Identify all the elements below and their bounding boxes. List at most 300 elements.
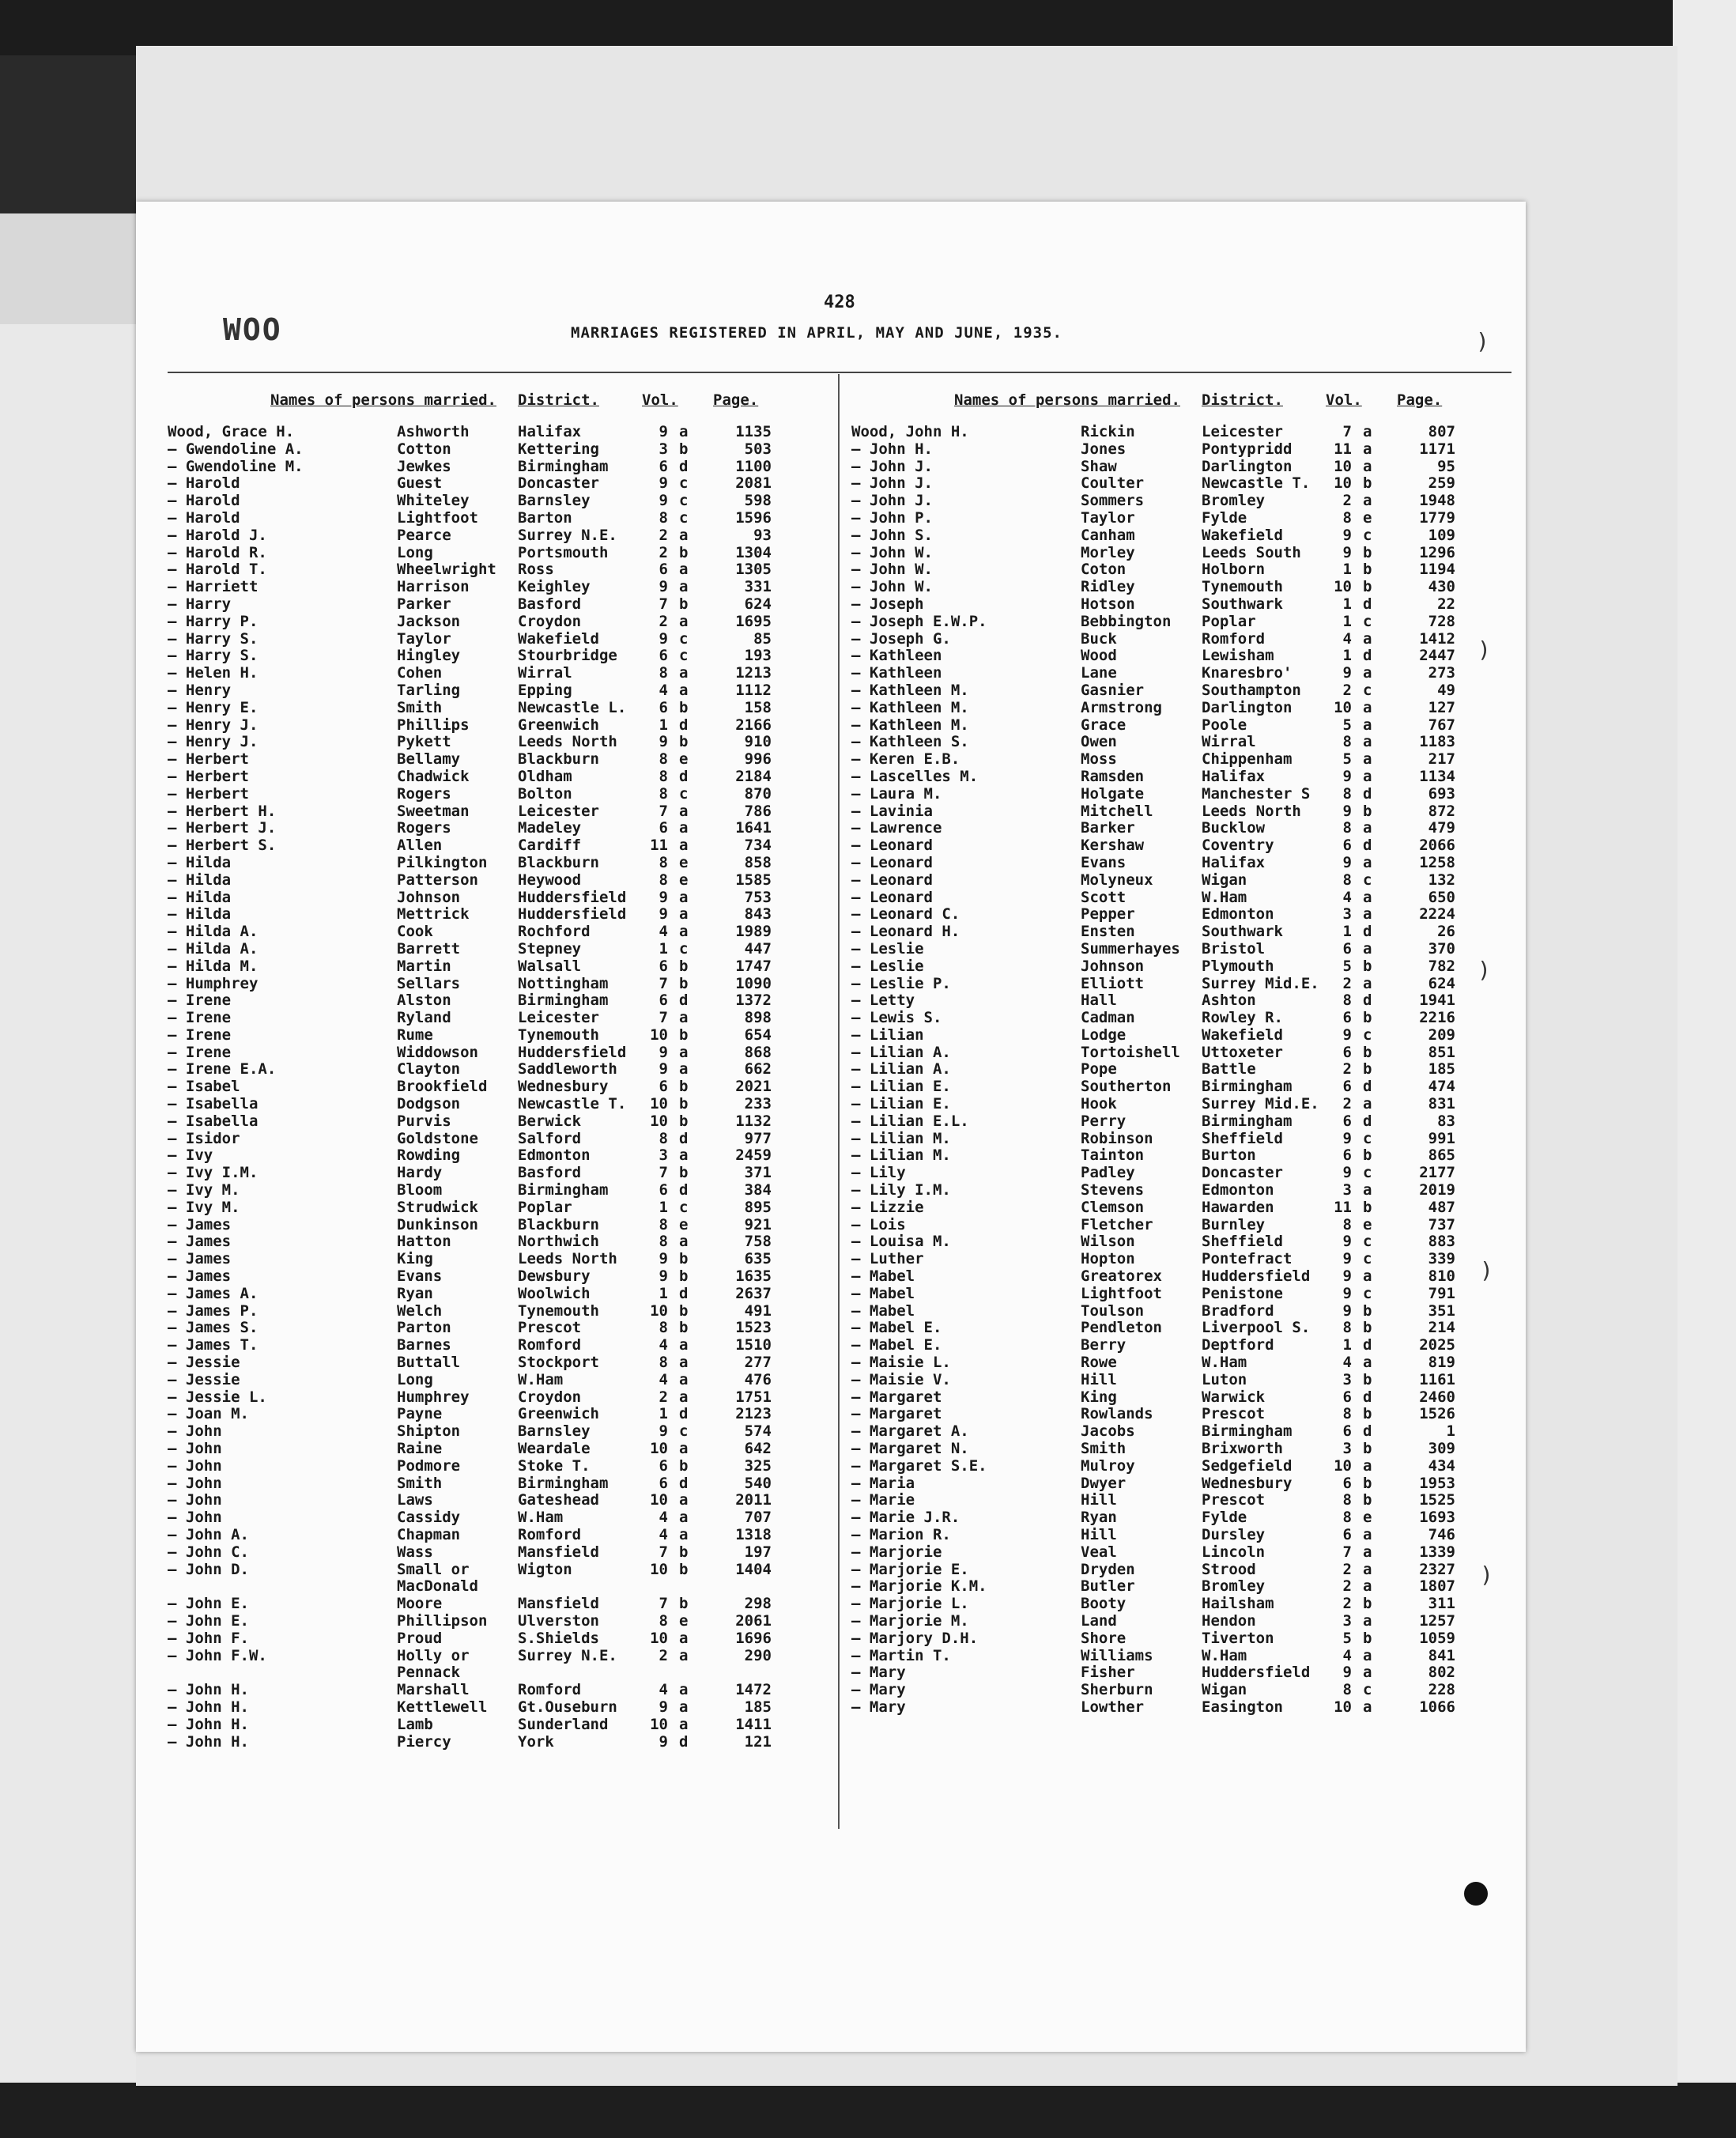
entry-district: Croydon — [518, 612, 582, 630]
entry-district: Birmingham — [1202, 1422, 1293, 1441]
entry-district: W.Ham — [1202, 1354, 1247, 1372]
entry-district: Bradford — [1202, 1301, 1274, 1320]
header-names: Names of persons married. — [954, 391, 1180, 409]
entry-spouse-surname: Alston — [397, 992, 451, 1010]
entry-spouse-surname: Molyneux — [1081, 871, 1153, 889]
entry-volume: 1 — [1342, 923, 1352, 941]
entry-district: Halifax — [1202, 767, 1266, 785]
entry-spouse-surname: Ryan — [1081, 1509, 1117, 1527]
entry-volume-letter: a — [1363, 1664, 1372, 1682]
entry-page: 650 — [1428, 888, 1455, 906]
entry-first-names: — Leonard — [851, 837, 933, 855]
entry-page: 351 — [1428, 1301, 1455, 1320]
entry-first-names: — Luther — [851, 1250, 924, 1268]
entry-volume: 9 — [659, 1060, 668, 1078]
entry-spouse-surname: Long — [397, 1370, 433, 1388]
entry-district: Oldham — [518, 767, 572, 785]
entry-first-names: — Harry P. — [168, 612, 259, 630]
entry-volume: 6 — [659, 957, 668, 975]
entry-first-names: — John — [168, 1491, 222, 1509]
entry-volume-letter: c — [679, 1198, 689, 1216]
entry-volume: 9 — [1342, 1284, 1352, 1302]
entry-district: Liverpool S. — [1202, 1319, 1311, 1337]
entry-volume-letter: d — [679, 457, 689, 475]
entry-volume-letter: a — [679, 1715, 689, 1733]
entry-page: 2019 — [1419, 1181, 1455, 1199]
entry-spouse-surname: Hill — [1081, 1491, 1117, 1509]
page-heading: MARRIAGES REGISTERED IN APRIL, MAY AND JUNE, 1935. — [571, 324, 1062, 342]
entry-volume: 6 — [1342, 837, 1352, 855]
entry-volume: 8 — [1342, 992, 1352, 1010]
entry-district: Wigton — [518, 1560, 572, 1578]
entry-spouse-surname: Perry — [1081, 1112, 1127, 1130]
entry-volume: 9 — [659, 733, 668, 751]
entry-volume: 4 — [659, 1509, 668, 1527]
entry-first-names: — John E. — [168, 1611, 249, 1630]
entry-volume: 8 — [1342, 1509, 1352, 1527]
entry-volume: 4 — [659, 1526, 668, 1543]
entry-district: Gateshead — [518, 1491, 599, 1509]
entry-page: 214 — [1428, 1319, 1455, 1337]
entry-volume-letter: a — [1363, 423, 1372, 440]
entry-spouse-surname: Dwyer — [1081, 1474, 1127, 1492]
entry-page: 503 — [744, 440, 772, 458]
entry-district: Wednesbury — [518, 1078, 609, 1096]
entry-volume-letter: d — [1363, 1078, 1372, 1096]
entry-page: 1194 — [1419, 561, 1455, 579]
entry-volume: 8 — [659, 784, 668, 803]
entry-page: 898 — [744, 1009, 772, 1027]
entry-volume: 10 — [1334, 457, 1352, 475]
entry-spouse-surname: Pendleton — [1081, 1319, 1162, 1337]
entry-volume-letter: c — [1363, 1250, 1372, 1268]
entry-volume: 2 — [659, 1388, 668, 1406]
entry-spouse-surname: Evans — [1081, 853, 1127, 871]
entry-first-names: — Harold — [168, 474, 240, 493]
entry-page: 277 — [744, 1354, 772, 1372]
entry-spouse-surname: Brookfield — [397, 1078, 488, 1096]
entry-spouse-surname: Smith — [1081, 1440, 1127, 1458]
entry-district: Southampton — [1202, 681, 1301, 699]
entry-volume-letter: b — [1363, 1198, 1372, 1216]
entry-volume: 8 — [1342, 1491, 1352, 1509]
entry-district: Greenwich — [518, 716, 599, 734]
entry-volume-letter: b — [679, 698, 689, 716]
entry-first-names: — Keren E.B. — [851, 750, 960, 769]
entry-first-names: — Marie J.R. — [851, 1509, 960, 1527]
entry-volume: 8 — [659, 1215, 668, 1233]
entry-spouse-surname: Johnson — [397, 888, 461, 906]
entry-volume-letter: a — [1363, 716, 1372, 734]
entry-page: 2021 — [735, 1078, 772, 1096]
entry-first-names: — John F. — [168, 1629, 249, 1647]
entry-page: 85 — [753, 629, 772, 648]
entry-volume: 8 — [1342, 1681, 1352, 1699]
entry-volume-letter: d — [1363, 1112, 1372, 1130]
entry-page: 2447 — [1419, 647, 1455, 665]
entry-volume: 2 — [659, 543, 668, 561]
entry-first-names: — John J. — [851, 492, 933, 510]
entry-spouse-surname: Holgate — [1081, 784, 1145, 803]
entry-first-names: — John F.W. — [168, 1646, 267, 1664]
entry-volume-letter: a — [679, 888, 689, 906]
entry-volume: 4 — [659, 1336, 668, 1354]
entry-spouse-surname: Land — [1081, 1611, 1117, 1630]
header-page: Page. — [1397, 391, 1443, 409]
entry-page: 109 — [1428, 526, 1455, 544]
entry-volume-letter: e — [679, 1215, 689, 1233]
entry-district: Prescot — [518, 1319, 582, 1337]
entry-volume-letter: a — [1363, 767, 1372, 785]
entry-spouse-surname: Cohen — [397, 664, 443, 682]
entry-page: 635 — [744, 1250, 772, 1268]
entry-district: Holborn — [1202, 561, 1266, 579]
entry-page: 991 — [1428, 1129, 1455, 1147]
entry-first-names: — Mabel E. — [851, 1336, 942, 1354]
entry-spouse-surname: Smith — [397, 698, 443, 716]
entry-volume: 2 — [1342, 1560, 1352, 1578]
entry-first-names: — Irene — [168, 992, 232, 1010]
entry-spouse-surname: Lane — [1081, 664, 1117, 682]
entry-volume-letter: b — [679, 1164, 689, 1182]
entry-volume-letter: b — [1363, 474, 1372, 493]
header-vol: Vol. — [1326, 391, 1362, 409]
entry-volume: 2 — [659, 612, 668, 630]
entry-volume: 7 — [659, 1595, 668, 1613]
entry-first-names: — Kathleen — [851, 647, 942, 665]
entry-district: Halifax — [1202, 853, 1266, 871]
entry-page: 870 — [744, 784, 772, 803]
entry-first-names: — Herbert H. — [168, 802, 277, 820]
entry-volume-letter: a — [679, 1060, 689, 1078]
entry-page: 843 — [744, 905, 772, 924]
entry-volume-letter: a — [679, 1336, 689, 1354]
entry-spouse-surname: Sellars — [397, 974, 461, 992]
entry-first-names: — Leonard — [851, 871, 933, 889]
entry-volume: 9 — [659, 474, 668, 493]
entry-volume-letter: a — [1363, 1267, 1372, 1286]
entry-spouse-surname: Bebbington — [1081, 612, 1172, 630]
entry-spouse-surname: Small or — [397, 1560, 470, 1578]
entry-volume: 10 — [650, 1629, 668, 1647]
entry-volume: 5 — [1342, 957, 1352, 975]
entry-district: Croydon — [518, 1388, 582, 1406]
entry-volume: 2 — [1342, 1595, 1352, 1613]
entry-volume-letter: c — [679, 647, 689, 665]
entry-volume-letter: b — [1363, 1043, 1372, 1061]
entry-first-names: — Marjorie — [851, 1543, 942, 1561]
entry-volume: 4 — [659, 923, 668, 941]
entry-volume-letter: a — [1363, 905, 1372, 924]
entry-spouse-surname: Berry — [1081, 1336, 1127, 1354]
entry-spouse-surname: Buck — [1081, 629, 1117, 648]
entry-page: 883 — [1428, 1233, 1455, 1251]
entry-page: 624 — [1428, 974, 1455, 992]
entry-volume: 10 — [650, 1491, 668, 1509]
entry-spouse-surname: Proud — [397, 1629, 443, 1647]
entry-volume: 9 — [1342, 1664, 1352, 1682]
entry-district: Berwick — [518, 1112, 582, 1130]
entry-volume: 10 — [650, 1026, 668, 1044]
entry-volume-letter: b — [1363, 543, 1372, 561]
entry-first-names: — Hilda A. — [168, 939, 259, 958]
entry-page: 325 — [744, 1456, 772, 1475]
entry-volume-letter: b — [679, 1112, 689, 1130]
entry-district: Rochford — [518, 923, 591, 941]
entry-page: 802 — [1428, 1664, 1455, 1682]
entry-volume-letter: a — [1363, 1354, 1372, 1372]
entry-first-names: — John — [168, 1440, 222, 1458]
entry-district: Birmingham — [1202, 1078, 1293, 1096]
entry-first-names: — Harry S. — [168, 629, 259, 648]
entry-page: 127 — [1428, 698, 1455, 716]
entry-spouse-surname: Pennack — [397, 1664, 461, 1682]
entry-spouse-surname: Parton — [397, 1319, 451, 1337]
entry-first-names: — Henry — [168, 681, 232, 699]
entry-district: Portsmouth — [518, 543, 609, 561]
entry-district: Nottingham — [518, 974, 609, 992]
entry-volume: 9 — [659, 1422, 668, 1441]
entry-volume: 6 — [659, 561, 668, 579]
entry-volume-letter: c — [1363, 1284, 1372, 1302]
entry-volume: 8 — [659, 871, 668, 889]
entry-volume-letter: a — [679, 1509, 689, 1527]
entry-volume: 9 — [1342, 526, 1352, 544]
entry-volume: 9 — [659, 905, 668, 924]
entry-district: Brixworth — [1202, 1440, 1283, 1458]
entry-volume: 3 — [659, 1146, 668, 1165]
entry-volume-letter: a — [679, 837, 689, 855]
entry-district: Barton — [518, 508, 572, 527]
entry-district: York — [518, 1732, 554, 1751]
entry-spouse-surname: Piercy — [397, 1732, 451, 1751]
entry-page: 642 — [744, 1440, 772, 1458]
entry-district: Leicester — [518, 802, 599, 820]
entry-volume: 6 — [659, 819, 668, 837]
entry-volume: 6 — [1342, 1009, 1352, 1027]
entry-district: Darlington — [1202, 698, 1293, 716]
entry-volume: 7 — [659, 974, 668, 992]
entry-page: 2224 — [1419, 905, 1455, 924]
entry-page: 298 — [744, 1595, 772, 1613]
entry-volume-letter: a — [679, 578, 689, 596]
entry-page: 1132 — [735, 1112, 772, 1130]
entry-first-names: — John S. — [851, 526, 933, 544]
entry-district: Tynemouth — [518, 1026, 599, 1044]
entry-spouse-surname: Goldstone — [397, 1129, 478, 1147]
entry-volume-letter: b — [1363, 1060, 1372, 1078]
entry-spouse-surname: Barnes — [397, 1336, 451, 1354]
entry-page: 49 — [1437, 681, 1455, 699]
entry-volume-letter: c — [1363, 612, 1372, 630]
entry-first-names: — Gwendoline A. — [168, 440, 304, 458]
entry-spouse-surname: Jewkes — [397, 457, 451, 475]
entry-volume: 8 — [1342, 1319, 1352, 1337]
entry-page: 1751 — [735, 1388, 772, 1406]
entry-spouse-surname: Grace — [1081, 716, 1127, 734]
entry-district: Stoke T. — [518, 1456, 591, 1475]
entry-volume-letter: a — [1363, 939, 1372, 958]
entry-district: Cardiff — [518, 837, 582, 855]
entry-first-names: — Jessie L. — [168, 1388, 267, 1406]
entry-first-names: — Hilda — [168, 905, 232, 924]
entry-page: 228 — [1428, 1681, 1455, 1699]
entry-page: 851 — [1428, 1043, 1455, 1061]
entry-first-names: — Herbert — [168, 767, 249, 785]
entry-first-names: — Ivy — [168, 1146, 213, 1165]
entry-first-names: — Laura M. — [851, 784, 942, 803]
entry-spouse-surname: Bloom — [397, 1181, 443, 1199]
entry-spouse-surname: Rickin — [1081, 423, 1135, 440]
entry-district: Ashton — [1202, 992, 1256, 1010]
entry-district: Blackburn — [518, 750, 599, 769]
entry-volume-letter: a — [1363, 819, 1372, 837]
entry-volume-letter: b — [679, 1095, 689, 1113]
entry-volume: 9 — [1342, 543, 1352, 561]
entry-spouse-surname: Wass — [397, 1543, 433, 1561]
entry-volume: 6 — [1342, 1422, 1352, 1441]
entry-spouse-surname: Tarling — [397, 681, 461, 699]
entry-volume: 9 — [1342, 1164, 1352, 1182]
entry-volume: 10 — [1334, 1698, 1352, 1716]
entry-first-names: — Hilda — [168, 853, 232, 871]
entry-volume-letter: b — [679, 1560, 689, 1578]
entry-page: 574 — [744, 1422, 772, 1441]
entry-spouse-surname: Rogers — [397, 784, 451, 803]
entry-volume-letter: a — [679, 1440, 689, 1458]
binder-hole-icon: ) — [1477, 957, 1491, 983]
entry-district: Rowley R. — [1202, 1009, 1283, 1027]
entry-first-names: — Kathleen M. — [851, 681, 969, 699]
entry-first-names: — John H. — [168, 1732, 249, 1751]
entry-volume: 6 — [1342, 1043, 1352, 1061]
entry-page: 1989 — [735, 923, 772, 941]
entry-volume: 9 — [1342, 1267, 1352, 1286]
entry-volume-letter: d — [679, 1732, 689, 1751]
entry-spouse-surname: Butler — [1081, 1577, 1135, 1596]
entry-volume-letter: b — [1363, 1146, 1372, 1165]
entry-volume: 8 — [659, 1233, 668, 1251]
entry-volume: 6 — [659, 1456, 668, 1475]
entry-volume: 3 — [1342, 1611, 1352, 1630]
entry-volume: 3 — [1342, 1181, 1352, 1199]
entry-page: 371 — [744, 1164, 772, 1182]
entry-district: Plymouth — [1202, 957, 1274, 975]
entry-volume-letter: a — [679, 1388, 689, 1406]
entry-page: 1059 — [1419, 1629, 1455, 1647]
entry-page: 2216 — [1419, 1009, 1455, 1027]
entry-spouse-surname: Summerhayes — [1081, 939, 1180, 958]
entry-page: 2637 — [735, 1284, 772, 1302]
entry-volume: 2 — [1342, 681, 1352, 699]
entry-volume-letter: a — [679, 1646, 689, 1664]
entry-first-names: — Lavinia — [851, 802, 933, 820]
entry-volume-letter: d — [1363, 992, 1372, 1010]
entry-spouse-surname: Ensten — [1081, 923, 1135, 941]
entry-page: 93 — [753, 526, 772, 544]
entry-district: Surrey Mid.E. — [1202, 974, 1319, 992]
entry-volume: 9 — [659, 1250, 668, 1268]
entry-district: Deptford — [1202, 1336, 1274, 1354]
entry-district: Tynemouth — [1202, 578, 1283, 596]
entry-spouse-surname: Lightfoot — [397, 508, 478, 527]
entry-first-names: — Lily I.M. — [851, 1181, 951, 1199]
entry-first-names: — Letty — [851, 992, 915, 1010]
entry-volume: 1 — [1342, 1336, 1352, 1354]
entry-district: Gt.Ouseburn — [518, 1698, 617, 1716]
entry-page: 2025 — [1419, 1336, 1455, 1354]
entry-volume: 2 — [1342, 974, 1352, 992]
entry-district: Wakefield — [1202, 1026, 1283, 1044]
entry-district: Newcastle T. — [1202, 474, 1311, 493]
entry-volume: 6 — [659, 457, 668, 475]
entry-volume-letter: b — [1363, 1440, 1372, 1458]
entry-page: 2066 — [1419, 837, 1455, 855]
scanner-margin-right — [1673, 0, 1736, 2138]
entry-volume: 6 — [659, 647, 668, 665]
entry-volume-letter: a — [1363, 629, 1372, 648]
entry-district: Bucklow — [1202, 819, 1266, 837]
entry-first-names: — Isabella — [168, 1095, 259, 1113]
entry-spouse-surname: Pearce — [397, 526, 451, 544]
entry-volume-letter: a — [679, 923, 689, 941]
entry-district: Leicester — [1202, 423, 1283, 440]
entry-first-names: — Lois — [851, 1215, 906, 1233]
entry-district: Blackburn — [518, 853, 599, 871]
entry-volume-letter: a — [679, 526, 689, 544]
entry-page: 121 — [744, 1732, 772, 1751]
entry-first-names: — Herbert S. — [168, 837, 277, 855]
entry-volume: 8 — [1342, 1405, 1352, 1423]
entry-first-names: — James S. — [168, 1319, 259, 1337]
entry-volume-letter: b — [1363, 1301, 1372, 1320]
entry-page: 309 — [1428, 1440, 1455, 1458]
entry-district: Barnsley — [518, 492, 591, 510]
entry-volume-letter: c — [679, 1422, 689, 1441]
entry-volume: 10 — [1334, 578, 1352, 596]
entry-spouse-surname: Tortoishell — [1081, 1043, 1180, 1061]
entry-volume-letter: d — [1363, 1336, 1372, 1354]
entry-district: Birmingham — [518, 457, 609, 475]
entry-volume: 10 — [1334, 1456, 1352, 1475]
entry-first-names: — Herbert — [168, 784, 249, 803]
entry-volume-letter: b — [1363, 1629, 1372, 1647]
entry-district: Luton — [1202, 1370, 1247, 1388]
entry-page: 1693 — [1419, 1509, 1455, 1527]
entry-spouse-surname: Cadman — [1081, 1009, 1135, 1027]
entry-spouse-surname: Rowlands — [1081, 1405, 1153, 1423]
entry-volume: 9 — [659, 492, 668, 510]
entry-page: 209 — [1428, 1026, 1455, 1044]
entry-page: 1296 — [1419, 543, 1455, 561]
entry-spouse-surname: Marshall — [397, 1681, 470, 1699]
entry-volume: 6 — [659, 1078, 668, 1096]
entry-spouse-surname: Cassidy — [397, 1509, 461, 1527]
entry-spouse-surname: Evans — [397, 1267, 443, 1286]
entry-spouse-surname: Southerton — [1081, 1078, 1172, 1096]
entry-first-names: — Leonard C. — [851, 905, 960, 924]
entry-page: 1641 — [735, 819, 772, 837]
entry-district: Edmonton — [1202, 1181, 1274, 1199]
entry-first-names: — Helen H. — [168, 664, 259, 682]
entry-volume: 9 — [1342, 664, 1352, 682]
entry-district: Basford — [518, 1164, 582, 1182]
entry-district: S.Shields — [518, 1629, 599, 1647]
entry-page: 2061 — [735, 1611, 772, 1630]
entry-volume-letter: a — [679, 1009, 689, 1027]
entry-district: Huddersfield — [518, 888, 627, 906]
entry-volume: 7 — [659, 595, 668, 613]
